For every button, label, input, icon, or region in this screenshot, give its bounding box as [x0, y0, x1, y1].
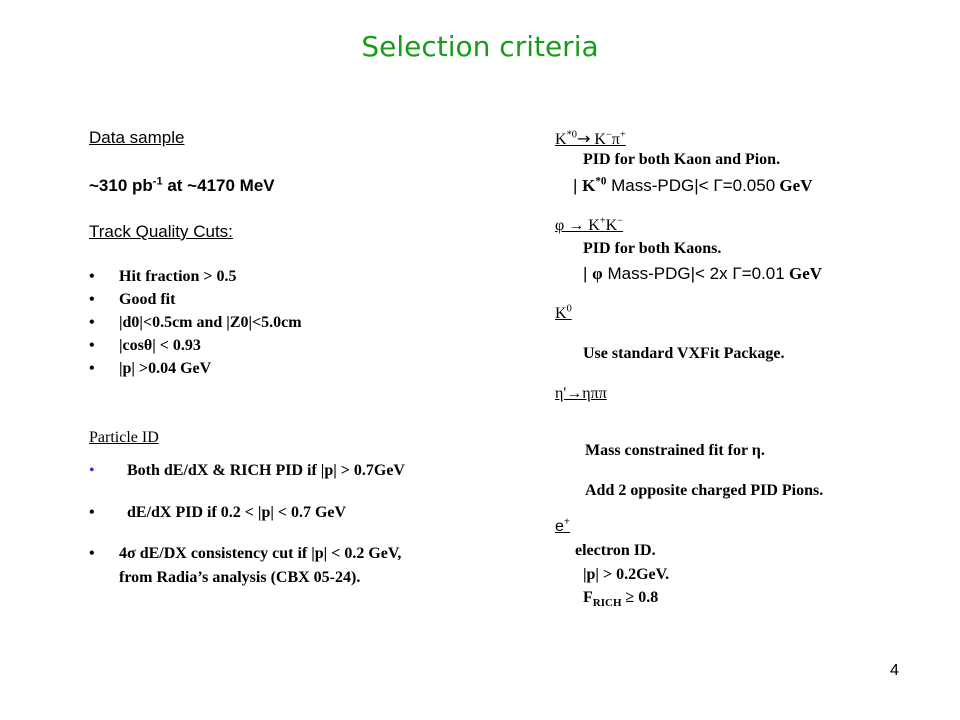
electron-rich-cut	[583, 589, 659, 610]
phi-head-sup2: −	[617, 215, 624, 227]
electron-id-text: electron ID.	[575, 542, 656, 559]
electron-rich-value: ≥ 0.8	[621, 589, 659, 606]
phi-pid-text: PID for both Kaons.	[583, 240, 722, 257]
phi-mass-pre: |	[583, 264, 593, 283]
electron-head-sup: +	[563, 516, 570, 528]
data-sample-heading: Data sample	[89, 128, 185, 147]
kstar-mass-k: K	[582, 176, 596, 195]
etaprime-heading: η'→ηππ	[555, 385, 607, 402]
kstar-pi-sup: +	[619, 129, 626, 141]
track-cut-text: Hit fraction > 0.5	[119, 268, 237, 285]
kstar-k: K	[555, 131, 567, 148]
pid-text: dE/dX PID if 0.2 < |p| < 0.7 GeV	[127, 504, 347, 521]
electron-head: e	[555, 518, 564, 535]
etaprime-pions-text: Add 2 opposite charged PID Pions.	[585, 482, 824, 499]
arrow-icon: →	[576, 129, 591, 148]
bullet-icon: •	[89, 314, 95, 331]
slide-title: Selection criteria	[361, 30, 599, 63]
bullet-icon: •	[89, 268, 95, 285]
pid-text: Both dE/dX & RICH PID if |p| > 0.7GeV	[127, 462, 405, 479]
kstar-mass-cut	[573, 176, 812, 196]
electron-momentum-cut: |p| > 0.2GeV.	[583, 566, 670, 583]
kstar-pid-text: PID for both Kaon and Pion.	[583, 151, 781, 168]
phi-head-k2: K	[605, 217, 618, 234]
k0-head-sup: 0	[566, 303, 572, 315]
track-cut-text: Good fit	[119, 291, 176, 308]
phi-mass-mid: Mass-PDG|< 2x Γ=0.01	[602, 264, 785, 283]
kstar-mass-unit: GeV	[775, 176, 813, 195]
kstar-pi: π	[611, 131, 620, 148]
track-quality-heading: Track Quality Cuts:	[89, 222, 233, 241]
bullet-icon: •	[89, 360, 95, 377]
bullet-icon: •	[89, 545, 95, 562]
electron-rich-f: F	[583, 589, 593, 606]
lumi-suffix: at ~4170 MeV	[162, 176, 275, 195]
track-cut-text: |p| >0.04 GeV	[119, 360, 212, 377]
kstar-heading	[555, 129, 626, 149]
k0-heading	[555, 305, 572, 323]
lumi-prefix: ~310 pb	[89, 176, 153, 195]
bullet-icon: •	[89, 504, 95, 521]
phi-mass-unit: GeV	[784, 264, 823, 283]
bullet-icon: •	[89, 337, 95, 354]
phi-heading	[555, 217, 623, 235]
bullet-icon: •	[89, 291, 95, 308]
kstar-k-sup: *0	[566, 129, 577, 141]
particle-id-heading: Particle ID	[89, 429, 159, 446]
page-number: 4	[890, 662, 899, 679]
bullet-icon: •	[89, 462, 95, 479]
pid-text-continuation: from Radia’s analysis (CBX 05-24).	[119, 569, 361, 586]
kstar-kminus: K	[594, 131, 606, 148]
phi-head: φ → K	[555, 217, 600, 234]
electron-heading	[555, 518, 570, 536]
phi-head-sup1: +	[599, 215, 606, 227]
phi-mass-cut	[583, 264, 822, 284]
lumi-sup: -1	[152, 175, 163, 188]
electron-rich-sub: RICH	[592, 597, 622, 610]
k0-vxfit-text: Use standard VXFit Package.	[583, 345, 785, 362]
pid-text: 4σ dE/DX consistency cut if |p| < 0.2 GeV,	[119, 545, 402, 562]
track-cut-text: |d0|<0.5cm and |Z0|<5.0cm	[119, 314, 302, 331]
kstar-kminus-sup: −	[605, 129, 612, 141]
kstar-mass-mid: Mass-PDG|< Γ=0.050	[606, 176, 776, 195]
etaprime-mass-fit-text: Mass constrained fit for η.	[585, 442, 765, 459]
track-cut-text: |cosθ| < 0.93	[119, 337, 201, 354]
kstar-mass-k-sup: *0	[595, 175, 607, 188]
luminosity-line	[89, 176, 275, 196]
kstar-mass-pre: |	[573, 176, 583, 195]
phi-mass-phi: φ	[592, 264, 603, 283]
k0-head: K	[555, 305, 567, 322]
